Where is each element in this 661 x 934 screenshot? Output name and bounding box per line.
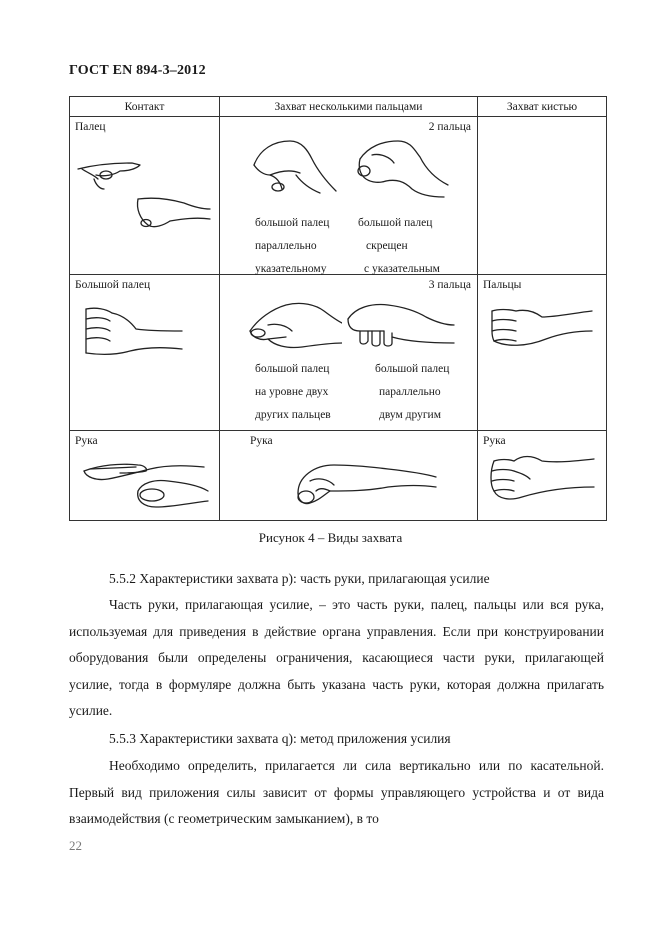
palm-grip-icon [290, 457, 440, 513]
caption-line: параллельно [255, 240, 317, 252]
caption-line: двум другим [379, 409, 441, 421]
paragraph: Необходимо определить, прилагается ли сила вертикально или по касательной. Первый вид приложения силы зависит от формы управляющего устройства и от вида взаимодействия (с геометрическим замыканием), в то [69, 758, 604, 826]
cell-fingers-grip [478, 275, 607, 431]
caption-line: скрещен [366, 240, 408, 252]
column-header-multi-finger: Захват несколькими пальцами [220, 97, 478, 117]
table-header-row [70, 97, 607, 117]
caption-line: большой палец [358, 217, 433, 229]
three-finger-level-grip-icon [246, 297, 342, 357]
caption-line: большой палец [375, 363, 450, 375]
cell-hand-grip [478, 431, 607, 521]
cell-palm-contact [70, 431, 220, 521]
grip-types-table [69, 96, 607, 521]
cell-two-finger-grip [220, 117, 478, 275]
cell-label: Большой палец [75, 279, 151, 291]
cell-label: 2 пальца [428, 121, 471, 133]
fingers-wrap-grip-icon [486, 301, 596, 353]
cell-three-finger-grip [220, 275, 478, 431]
grip-caption-left [255, 212, 329, 281]
caption-line: указательному [255, 263, 327, 275]
cell-thumb-contact [70, 275, 220, 431]
two-finger-parallel-grip-icon [250, 135, 340, 201]
cell-label: Рука [483, 435, 506, 447]
cell-label: Пальцы [483, 279, 522, 291]
caption-line: большой палец [255, 217, 330, 229]
figure-caption: Рисунок 4 – Виды захвата [258, 530, 403, 545]
page-number: 22 [69, 838, 82, 853]
fist-grip-icon [486, 451, 598, 507]
table-row [70, 275, 607, 431]
cell-empty [478, 117, 607, 275]
finger-touch-icon [74, 139, 214, 239]
table-row [70, 117, 607, 275]
caption-line: на уровне двух [255, 386, 329, 398]
cell-label: Палец [75, 121, 106, 133]
grip-caption-left [255, 358, 331, 427]
cell-label: Рука [250, 435, 273, 447]
cell-label: Рука [75, 435, 98, 447]
section-heading-5-5-3: 5.5.3 Характеристики захвата q): метод приложения усилия [109, 731, 451, 746]
paragraph: Часть руки, прилагающая усилие, – это часть руки, палец, пальцы или вся рука, используемая для приведения в действие органа управления. Если при конструировании оборудования были определены ограничения, касающиеся части руки, прилагающей усилие, тогда в формуляре должна быть указана часть руки, которая должна прилагать усилие. [69, 597, 604, 718]
two-finger-crossed-grip-icon [352, 135, 452, 201]
table-row [70, 431, 607, 521]
caption-line: большой палец [255, 363, 330, 375]
palm-contact-icon [80, 451, 210, 517]
grip-caption-right [375, 358, 449, 427]
section-heading-5-5-2: 5.5.2 Характеристики захвата p): часть руки, прилагающая усилие [109, 571, 490, 586]
column-header-contact: Контакт [70, 97, 220, 117]
column-header-hand-grip: Захват кистью [478, 97, 607, 117]
caption-line: других пальцев [255, 409, 331, 421]
thumb-press-icon [76, 301, 186, 361]
caption-line: параллельно [379, 386, 441, 398]
caption-line: с указательным [364, 263, 440, 275]
cell-palm-grip [220, 431, 478, 521]
document-header: ГОСТ EN 894-3–2012 [69, 63, 206, 78]
grip-caption-right [358, 212, 440, 281]
three-finger-parallel-grip-icon [344, 297, 456, 357]
cell-label: 3 пальца [428, 279, 471, 291]
cell-finger-contact [70, 117, 220, 275]
